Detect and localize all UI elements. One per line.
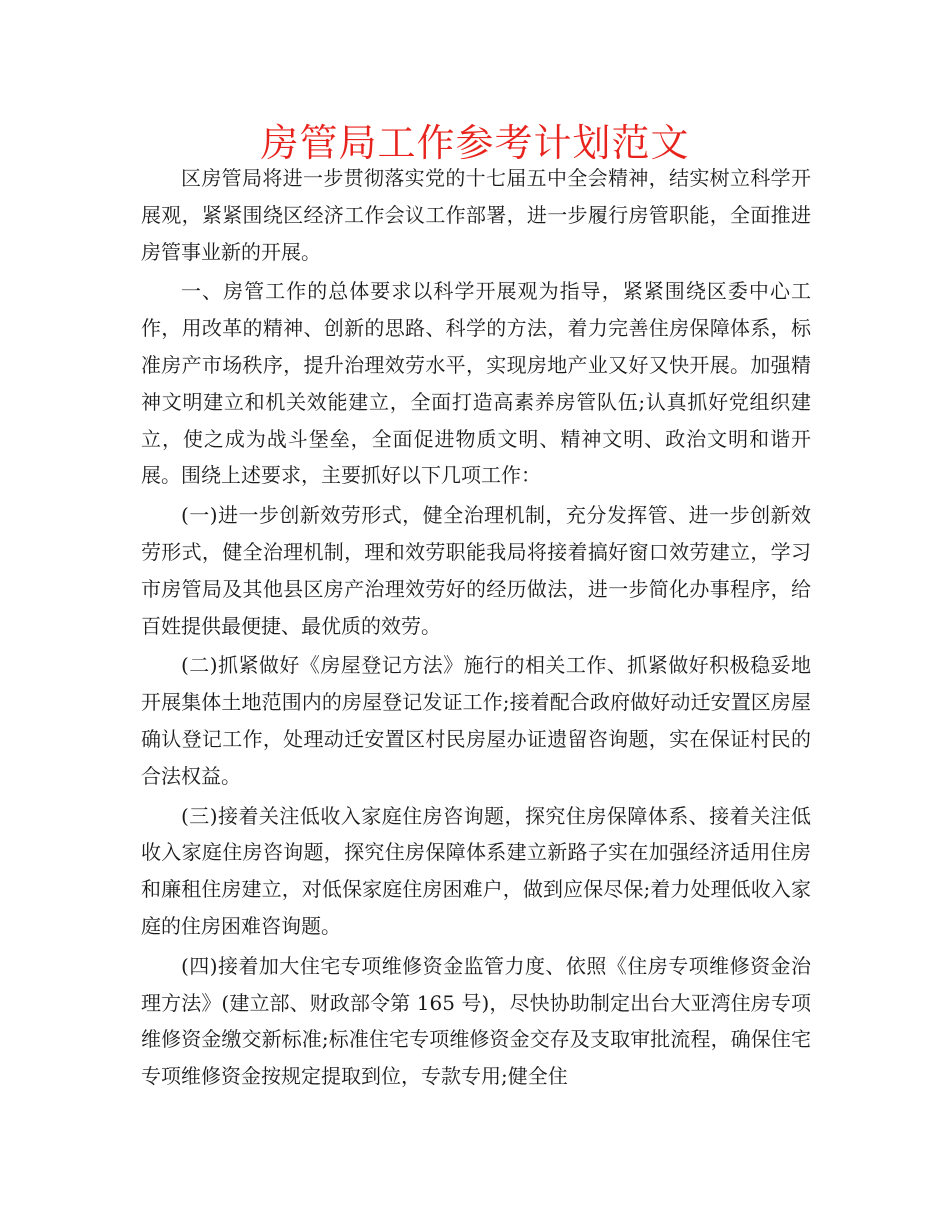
paragraph-item-2: (二)抓紧做好《房屋登记方法》施行的相关工作、抓紧做好积极稳妥地开展集体土地范围内的房屋登记发证工作;接着配合政府做好动迁安置区房屋确认登记工作，处理动迁安置区村民房屋办证遗留咨询题，实在保证村民的合法权益。 (141, 653, 811, 788)
document-title: 房管局工作参考计划范文 (260, 121, 690, 165)
paragraph-general-requirements: 一、房管工作的总体要求以科学开展观为指导，紧紧围绕区委中心工作，用改革的精神、创新的思路、科学的方法，着力完善住房保障体系，标准房产市场秩序，提升治理效劳水平，实现房地产业又好又快开展。加强精神文明建立和机关效能建立，全面打造高素养房管队伍;认真抓好党组织建立，使之成为战斗堡垒，全面促进物质文明、精神文明、政治文明和谐开展。围绕上述要求，主要抓好以下几项工作： (141, 279, 811, 488)
paragraph-item-1: (一)进一步创新效劳形式，健全治理机制，充分发挥管、进一步创新效劳形式，健全治理机制，理和效劳职能我局将接着搞好窗口效劳建立，学习市房管局及其他县区房产治理效劳好的经历做法，进一步简化办事程序，给百姓提供最便捷、最优质的效劳。 (141, 503, 811, 638)
paragraph-intro: 区房管局将进一步贯彻落实党的十七届五中全会精神，结实树立科学开展观，紧紧围绕区经济工作会议工作部署，进一步履行房管职能，全面推进房管事业新的开展。 (141, 166, 811, 264)
paragraph-item-3: (三)接着关注低收入家庭住房咨询题，探究住房保障体系、接着关注低收入家庭住房咨询题，探究住房保障体系建立新路子实在加强经济适用住房和廉租住房建立，对低保家庭住房困难户，做到应保尽保;着力处理低收入家庭的住房困难咨询题。 (141, 803, 811, 938)
paragraph-item-4: (四)接着加大住宅专项维修资金监管力度、依照《住房专项维修资金治理方法》(建立部、财政部令第 165 号)，尽快协助制定出台大亚湾住房专项维修资金缴交新标准;标准住宅专项维修资金交存及支取审批流程，确保住宅专项维修资金按规定提取到位，专款专用;健全住 (141, 953, 811, 1089)
document-body (141, 160, 811, 1095)
